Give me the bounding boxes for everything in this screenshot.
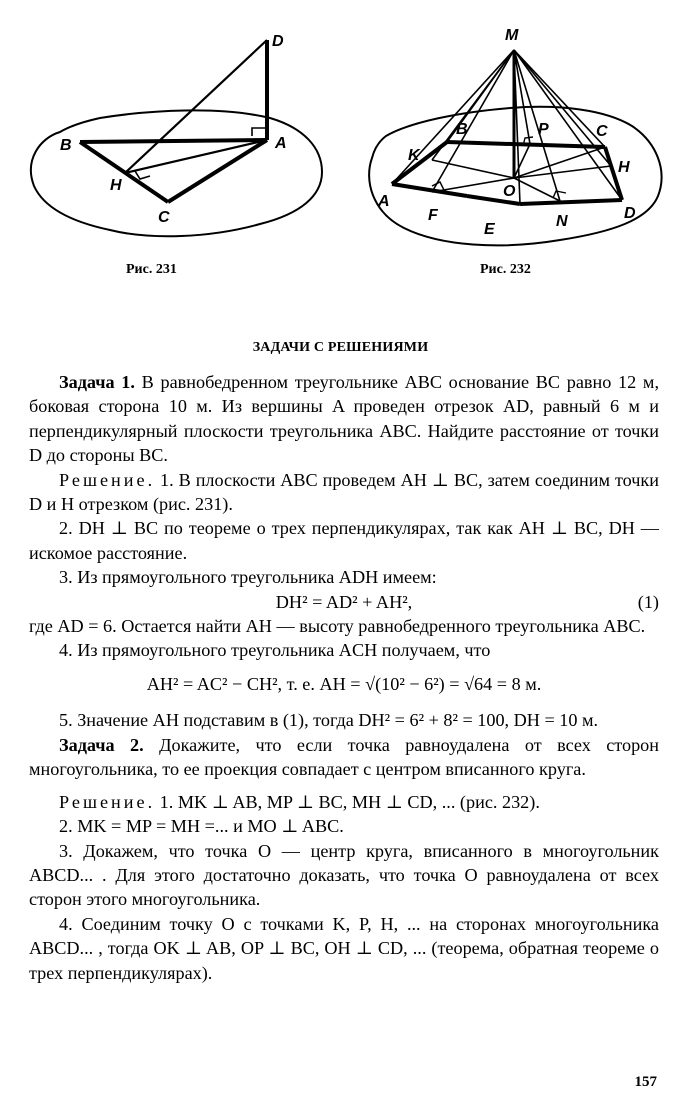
problem-1-step-5: 5. Значение AH подставим в (1), тогда DH² = 6² + 8² = 100, DH = 10 м. bbox=[59, 710, 599, 731]
right-angle-mark-a bbox=[252, 128, 267, 136]
label-o: O bbox=[503, 183, 516, 200]
label-b: B bbox=[60, 137, 72, 154]
problem-2-statement: Докажите, что если точка равноудалена от всех сторон многоугольника, то ее проекция совпадает с центром вписанного круга. bbox=[29, 734, 659, 780]
formula-1-number: (1) bbox=[637, 591, 659, 612]
figure-231 bbox=[0, 0, 340, 300]
right-angle-mark-h bbox=[135, 171, 150, 179]
label-h: H bbox=[110, 177, 122, 194]
caption-232: Рис. 232 bbox=[480, 262, 531, 277]
solution-word: Решение. bbox=[59, 791, 156, 812]
label-f: F bbox=[428, 207, 438, 224]
label-e: E bbox=[484, 221, 495, 238]
segment-ah bbox=[125, 140, 267, 173]
problem-1-title: Задача 1. bbox=[59, 372, 135, 392]
label-a: A bbox=[275, 135, 287, 152]
problem-2-step-1: Решение. 1. MK ⊥ AB, MP ⊥ BC, MH ⊥ CD, ... (рис. 232). bbox=[59, 791, 540, 812]
problem-1-step-2: 2. DH ⊥ BC по теореме о трех перпендикулярах, так как AH ⊥ BC, DH — искомое расстояние. bbox=[29, 518, 659, 563]
label-a: A bbox=[378, 193, 390, 210]
label-k: K bbox=[408, 147, 420, 164]
problem-1 bbox=[29, 370, 659, 468]
label-c: C bbox=[596, 123, 608, 140]
problem-1-step-1: Решение. 1. В плоскости ABC проведем AH ⊥ BC, затем соединим точки D и H отрезком (рис. 231). bbox=[29, 469, 659, 515]
problem-2-step-3: 3. Докажем, что точка O — центр круга, вписанного в многоугольник ABCD... . Для этого достаточно доказать, что точка O равноудалена от всех сторон этого многоугольника. bbox=[29, 840, 659, 910]
label-b: B bbox=[456, 121, 468, 138]
label-d: D bbox=[624, 205, 636, 222]
solution-word: Решение. bbox=[59, 469, 156, 490]
problem-2 bbox=[29, 733, 659, 782]
apex-edges bbox=[392, 50, 622, 204]
page-number: 157 bbox=[634, 1074, 657, 1090]
caption-231: Рис. 231 bbox=[126, 262, 177, 277]
figure-232 bbox=[340, 0, 681, 300]
label-d: D bbox=[272, 33, 284, 50]
problem-2-title: Задача 2. bbox=[59, 734, 144, 755]
plane-outline bbox=[31, 110, 322, 236]
page-text bbox=[29, 370, 659, 985]
formula-1: DH² = AD² + AH², (1) bbox=[29, 590, 659, 614]
base-segments bbox=[432, 144, 611, 201]
label-m: M bbox=[505, 27, 519, 44]
label-h: H bbox=[618, 159, 630, 176]
label-p: P bbox=[538, 121, 549, 138]
problem-1-step-4: 4. Из прямоугольного треугольника ACH получаем, что bbox=[59, 640, 491, 661]
problem-1-statement: В равнобедренном треугольнике ABC основание BC равно 12 м, боковая сторона 10 м. Из вершины A проведен отрезок AD, равный 6 м и перпендикулярный плоскости треугольника ABC. Найдите расстояние от точки D до стороны BC. bbox=[29, 372, 659, 466]
triangle-abc bbox=[80, 140, 267, 202]
problem-1-step-3b: где AD = 6. Остается найти AH — высоту равнобедренного треугольника ABC. bbox=[29, 615, 646, 636]
problem-2-step-4: 4. Соединим точку O с точками K, P, H, ... на сторонах многоугольника ABCD... , тогда OK ⊥ AB, OP ⊥ BC, OH ⊥ CD, ... (теорема, обратная теореме о трех перпендикулярах). bbox=[29, 913, 659, 983]
label-n: N bbox=[556, 213, 568, 230]
problem-2-step-2: 2. MK = MP = MH =... и MO ⊥ ABC. bbox=[59, 816, 344, 837]
problem-1-step-3: 3. Из прямоугольного треугольника ADH имеем: bbox=[59, 567, 437, 588]
label-c: C bbox=[158, 209, 170, 226]
formula-2: AH² = AC² − CH², т. е. AH = √(10² − 6²) = √64 = 8 м. bbox=[146, 674, 542, 695]
section-heading: ЗАДАЧИ С РЕШЕНИЯМИ bbox=[252, 340, 429, 355]
